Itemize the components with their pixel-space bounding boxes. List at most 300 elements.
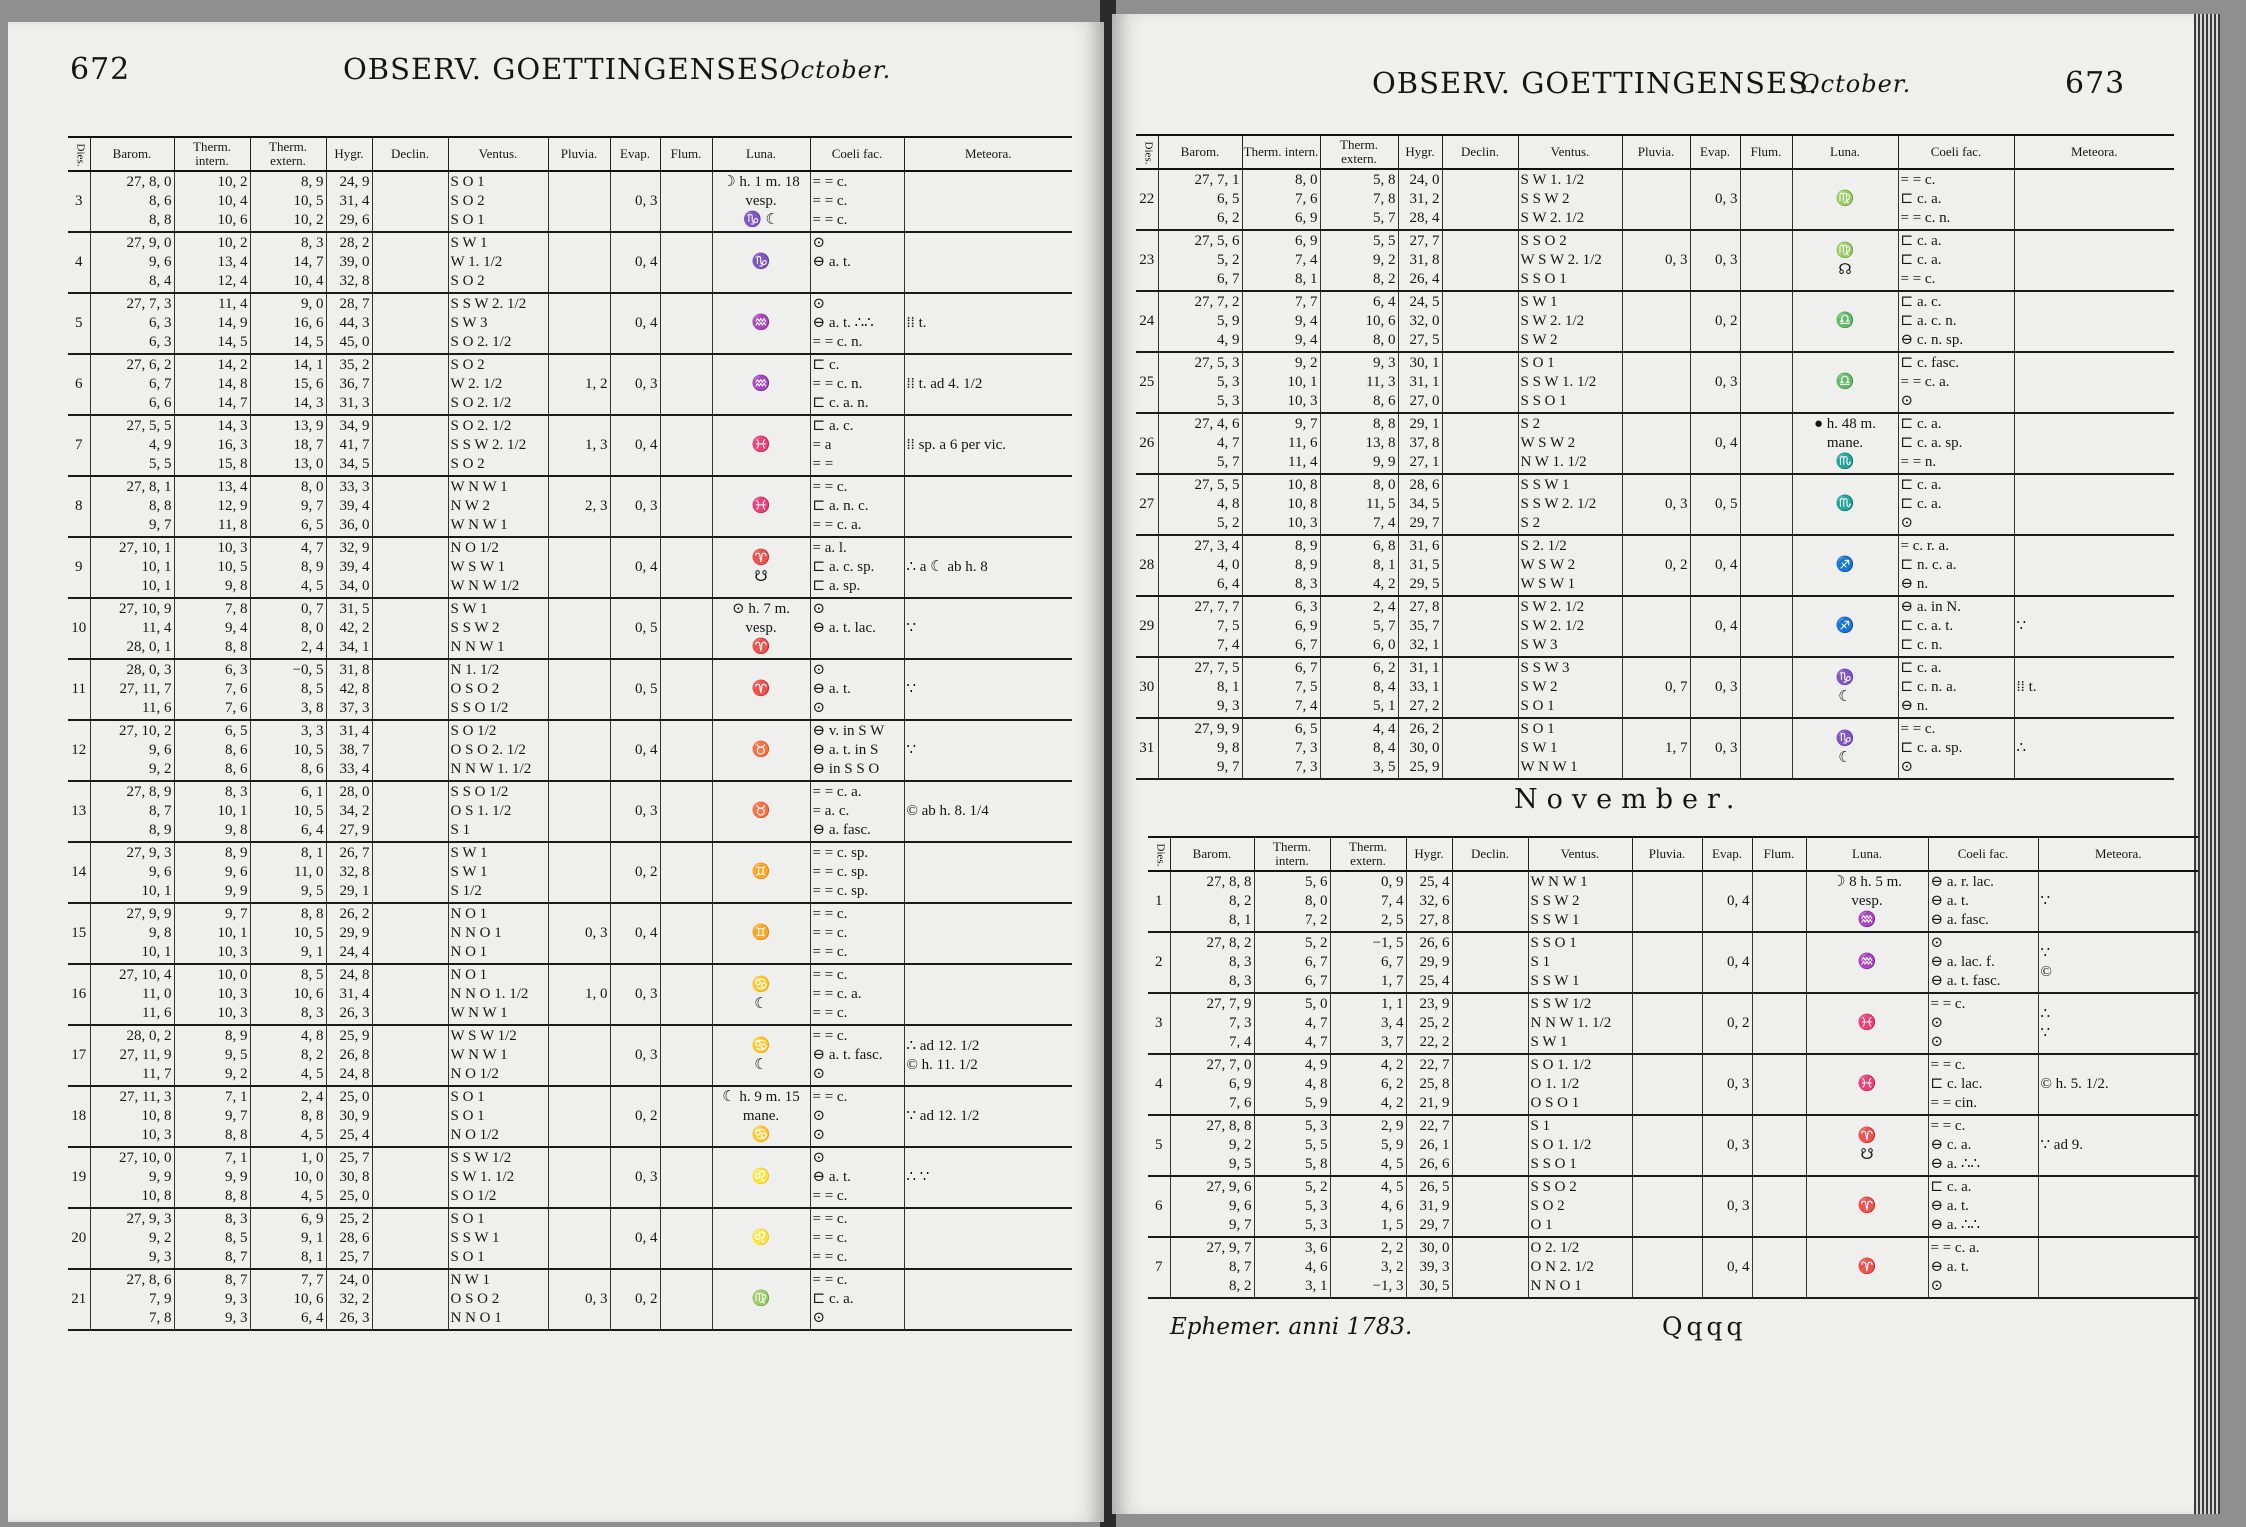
cell-met: ⁞⁞ t.: [2014, 657, 2174, 718]
column-header-evap: Evap.: [610, 137, 660, 171]
cell-barom: 27, 9, 3 9, 6 10, 1: [90, 842, 174, 903]
cell-evap: 0, 5: [610, 659, 660, 720]
cell-declin: [1452, 932, 1528, 993]
table-header: [1136, 135, 2174, 169]
cell-vent: S O 2 W 2. 1/2 S O 2. 1/2: [448, 354, 548, 415]
cell-flum: [1752, 932, 1806, 993]
cell-pluv: [1632, 871, 1702, 932]
cell-luna: ♌: [712, 1208, 810, 1269]
cell-luna: ♍: [1792, 169, 1898, 230]
cell-evap: 0, 3: [1702, 1176, 1752, 1237]
cell-evap: 0, 3: [610, 781, 660, 842]
cell-barom: 27, 5, 6 5, 2 6, 7: [1158, 230, 1242, 291]
table-row: [1136, 718, 2174, 779]
cell-tex: 2, 4 8, 8 4, 5: [250, 1086, 326, 1147]
cell-pluv: [548, 537, 610, 598]
cell-tin: 6, 5 8, 6 8, 6: [174, 720, 250, 781]
cell-vent: S S W 3 S W 2 S O 1: [1518, 657, 1622, 718]
cell-met: ⁞⁞ t.: [904, 293, 1072, 354]
cell-vent: S S O 2 S O 2 O 1: [1528, 1176, 1632, 1237]
table-row: [68, 354, 1072, 415]
cell-hygr: 30, 1 31, 1 27, 0: [1398, 352, 1442, 413]
cell-tin: 8, 7 9, 3 9, 3: [174, 1269, 250, 1330]
cell-pluv: [1632, 1054, 1702, 1115]
cell-luna: ♑: [712, 232, 810, 293]
cell-pluv: [1632, 993, 1702, 1054]
day-number: 7: [1148, 1237, 1170, 1298]
cell-evap: 0, 4: [1702, 871, 1752, 932]
cell-coeli: ⊖ a. in N. ⊏ c. a. t. ⊏ c. n.: [1898, 596, 2014, 657]
column-header-ventus: Ventus.: [448, 137, 548, 171]
table-row: [1136, 352, 2174, 413]
october-table-right: [1136, 134, 2174, 780]
table-row: [68, 1269, 1072, 1330]
cell-luna: ♊: [712, 903, 810, 964]
day-number: 27: [1136, 474, 1158, 535]
day-number: 1: [1148, 871, 1170, 932]
cell-declin: [372, 476, 448, 537]
cell-pluv: [548, 232, 610, 293]
cell-tin: 11, 4 14, 9 14, 5: [174, 293, 250, 354]
cell-vent: W N W 1 S S W 2 S S W 1: [1528, 871, 1632, 932]
november-table: [1148, 836, 2198, 1299]
cell-barom: 27, 10, 4 11, 0 11, 6: [90, 964, 174, 1025]
cell-luna: ♓: [1806, 1054, 1928, 1115]
day-number: 8: [68, 476, 90, 537]
cell-luna: ♎: [1792, 291, 1898, 352]
cell-flum: [660, 354, 712, 415]
cell-met: [904, 232, 1072, 293]
cell-evap: 0, 4: [610, 415, 660, 476]
cell-evap: 0, 4: [1690, 413, 1740, 474]
cell-tex: 1, 1 3, 4 3, 7: [1330, 993, 1406, 1054]
table-row: [68, 781, 1072, 842]
cell-evap: 0, 4: [1702, 1237, 1752, 1298]
cell-luna: ♎: [1792, 352, 1898, 413]
cell-luna: ♓: [712, 415, 810, 476]
cell-luna: ☾ h. 9 m. 15 mane. ♋: [712, 1086, 810, 1147]
cell-barom: 27, 10, 1 10, 1 10, 1: [90, 537, 174, 598]
cell-evap: 0, 3: [1702, 1115, 1752, 1176]
table-row: [68, 232, 1072, 293]
cell-barom: 28, 0, 2 27, 11, 9 11, 7: [90, 1025, 174, 1086]
column-header-luna: Luna.: [1806, 837, 1928, 871]
cell-vent: S 2. 1/2 W S W 2 W S W 1: [1518, 535, 1622, 596]
cell-declin: [372, 171, 448, 232]
cell-luna: ♋ ☾: [712, 964, 810, 1025]
cell-hygr: 28, 2 39, 0 32, 8: [326, 232, 372, 293]
cell-hygr: 26, 2 29, 9 24, 4: [326, 903, 372, 964]
cell-vent: S S O 2 W S W 2. 1/2 S S O 1: [1518, 230, 1622, 291]
cell-pluv: [1632, 1176, 1702, 1237]
cell-barom: 27, 11, 3 10, 8 10, 3: [90, 1086, 174, 1147]
cell-luna: ☽ h. 1 m. 18 vesp. ♑ ☾: [712, 171, 810, 232]
column-header-hygr: Hygr.: [1406, 837, 1452, 871]
cell-declin: [372, 354, 448, 415]
cell-vent: S O 1 S S W 1 S O 1: [448, 1208, 548, 1269]
cell-pluv: [548, 659, 610, 720]
cell-vent: S O 1 S W 1 W N W 1: [1518, 718, 1622, 779]
cell-coeli: = = c. a. ⊖ a. t. ⊙: [1928, 1237, 2038, 1298]
cell-coeli: = c. r. a. ⊏ n. c. a. ⊖ n.: [1898, 535, 2014, 596]
cell-barom: 27, 9, 3 9, 2 9, 3: [90, 1208, 174, 1269]
cell-barom: 27, 8, 2 8, 3 8, 3: [1170, 932, 1254, 993]
cell-luna: ♈: [712, 659, 810, 720]
day-number: 21: [68, 1269, 90, 1330]
cell-tex: 8, 1 11, 0 9, 5: [250, 842, 326, 903]
cell-tex: 2, 9 5, 9 4, 5: [1330, 1115, 1406, 1176]
page-number: 672: [70, 52, 131, 87]
cell-barom: 27, 8, 8 9, 2 9, 5: [1170, 1115, 1254, 1176]
cell-met: ⁞⁞ sp. a 6 per vic.: [904, 415, 1072, 476]
column-header-dies: Dies.: [1148, 837, 1170, 871]
cell-met: © h. 5. 1/2.: [2038, 1054, 2198, 1115]
cell-hygr: 30, 0 39, 3 30, 5: [1406, 1237, 1452, 1298]
cell-pluv: 1, 3: [548, 415, 610, 476]
cell-declin: [372, 293, 448, 354]
cell-hygr: 24, 0 32, 2 26, 3: [326, 1269, 372, 1330]
cell-tin: 8, 9 8, 9 8, 3: [1242, 535, 1320, 596]
left-running-head: [8, 52, 1104, 92]
cell-declin: [1442, 718, 1518, 779]
cell-evap: 0, 3: [610, 1025, 660, 1086]
table-row: [68, 903, 1072, 964]
cell-hygr: 33, 3 39, 4 36, 0: [326, 476, 372, 537]
cell-tin: 8, 3 8, 5 8, 7: [174, 1208, 250, 1269]
table-row: [1148, 1237, 2198, 1298]
cell-met: [2014, 413, 2174, 474]
cell-barom: 27, 9, 7 8, 7 8, 2: [1170, 1237, 1254, 1298]
cell-vent: S O 2. 1/2 S S W 2. 1/2 S O 2: [448, 415, 548, 476]
cell-pluv: [1632, 1237, 1702, 1298]
cell-hygr: 26, 5 31, 9 29, 7: [1406, 1176, 1452, 1237]
cell-declin: [1452, 1054, 1528, 1115]
cell-tex: 9, 0 16, 6 14, 5: [250, 293, 326, 354]
cell-flum: [660, 903, 712, 964]
cell-barom: 27, 9, 9 9, 8 9, 7: [1158, 718, 1242, 779]
cell-pluv: 0, 2: [1622, 535, 1690, 596]
cell-vent: N 1. 1/2 O S O 2 S S O 1/2: [448, 659, 548, 720]
cell-luna: ♓: [712, 476, 810, 537]
cell-declin: [372, 964, 448, 1025]
cell-pluv: [1632, 1115, 1702, 1176]
cell-declin: [1452, 993, 1528, 1054]
column-header-pluvia: Pluvia.: [548, 137, 610, 171]
cell-coeli: ⊙ ⊖ a. t. = = c.: [810, 1147, 904, 1208]
cell-hygr: 32, 9 39, 4 34, 0: [326, 537, 372, 598]
cell-luna: ♒: [1806, 932, 1928, 993]
cell-tex: −1, 5 6, 7 1, 7: [1330, 932, 1406, 993]
day-number: 12: [68, 720, 90, 781]
cell-hygr: 31, 8 42, 8 37, 3: [326, 659, 372, 720]
table-row: [68, 1086, 1072, 1147]
cell-vent: S S W 1 S S W 2. 1/2 S 2: [1518, 474, 1622, 535]
cell-flum: [660, 1086, 712, 1147]
cell-tin: 5, 6 8, 0 7, 2: [1254, 871, 1330, 932]
day-number: 28: [1136, 535, 1158, 596]
cell-coeli: ⊏ c. a. ⊖ a. t. ⊖ a. ∴∴: [1928, 1176, 2038, 1237]
cell-hygr: 31, 4 38, 7 33, 4: [326, 720, 372, 781]
table-row: [68, 1208, 1072, 1269]
cell-flum: [1740, 413, 1792, 474]
day-number: 20: [68, 1208, 90, 1269]
day-number: 14: [68, 842, 90, 903]
cell-flum: [660, 1208, 712, 1269]
column-header-coeli: Coeli fac.: [810, 137, 904, 171]
table-row: [1136, 291, 2174, 352]
cell-vent: N W 1 O S O 2 N N O 1: [448, 1269, 548, 1330]
column-header-flum: Flum.: [660, 137, 712, 171]
cell-flum: [1752, 1176, 1806, 1237]
cell-tex: 2, 4 5, 7 6, 0: [1320, 596, 1398, 657]
cell-vent: N O 1 N N O 1 N O 1: [448, 903, 548, 964]
cell-tex: 8, 9 10, 5 10, 2: [250, 171, 326, 232]
column-header-therm_extern: Therm. extern.: [1320, 135, 1398, 169]
table-row: [68, 415, 1072, 476]
cell-coeli: = = c. = = c. = = c.: [810, 903, 904, 964]
cell-flum: [1740, 291, 1792, 352]
column-header-therm_extern: Therm. extern.: [1330, 837, 1406, 871]
cell-tin: 10, 3 10, 5 9, 8: [174, 537, 250, 598]
cell-met: [904, 171, 1072, 232]
cell-coeli: ⊙ ⊖ a. t. ∴∴ = = c. n.: [810, 293, 904, 354]
cell-tin: 7, 1 9, 7 8, 8: [174, 1086, 250, 1147]
cell-coeli: ⊏ c. a. ⊏ c. a. = = c.: [1898, 230, 2014, 291]
cell-hygr: 26, 2 30, 0 25, 9: [1398, 718, 1442, 779]
table-header: [68, 137, 1072, 171]
day-number: 25: [1136, 352, 1158, 413]
cell-declin: [372, 1025, 448, 1086]
cell-met: ∴ ∵: [904, 1147, 1072, 1208]
cell-tex: 8, 0 9, 7 6, 5: [250, 476, 326, 537]
cell-met: [2014, 230, 2174, 291]
cell-tex: 4, 7 8, 9 4, 5: [250, 537, 326, 598]
cell-vent: S W 1 S W 1 S 1/2: [448, 842, 548, 903]
cell-met: ∴ ad 12. 1/2 © h. 11. 1/2: [904, 1025, 1072, 1086]
cell-tin: 10, 2 13, 4 12, 4: [174, 232, 250, 293]
cell-declin: [372, 659, 448, 720]
cell-coeli: = = c. ⊖ c. a. ⊖ a. ∴∴: [1928, 1115, 2038, 1176]
cell-flum: [660, 232, 712, 293]
left-page: [8, 22, 1104, 1522]
cell-tin: 8, 0 7, 6 6, 9: [1242, 169, 1320, 230]
day-number: 3: [68, 171, 90, 232]
cell-pluv: [548, 1086, 610, 1147]
day-number: 19: [68, 1147, 90, 1208]
cell-tin: 5, 2 6, 7 6, 7: [1254, 932, 1330, 993]
cell-tex: 8, 8 13, 8 9, 9: [1320, 413, 1398, 474]
cell-flum: [660, 659, 712, 720]
table-row: [68, 598, 1072, 659]
cell-coeli: ⊏ c. a. ⊏ c. n. a. ⊖ n.: [1898, 657, 2014, 718]
column-header-therm_intern: Therm. intern.: [174, 137, 250, 171]
cell-met: [904, 964, 1072, 1025]
column-header-coeli: Coeli fac.: [1898, 135, 2014, 169]
cell-tin: 4, 9 4, 8 5, 9: [1254, 1054, 1330, 1115]
cell-tin: 8, 9 9, 5 9, 2: [174, 1025, 250, 1086]
cell-pluv: [548, 1208, 610, 1269]
day-number: 7: [68, 415, 90, 476]
cell-barom: 27, 7, 9 7, 3 7, 4: [1170, 993, 1254, 1054]
cell-pluv: [1622, 169, 1690, 230]
table-row: [68, 476, 1072, 537]
cell-coeli: ⊏ c. = = c. n. ⊏ c. a. n.: [810, 354, 904, 415]
day-number: 30: [1136, 657, 1158, 718]
cell-luna: ♊: [712, 842, 810, 903]
cell-luna: ♈: [1806, 1237, 1928, 1298]
table-row: [68, 293, 1072, 354]
cell-tin: 8, 9 9, 6 9, 9: [174, 842, 250, 903]
cell-met: [904, 1208, 1072, 1269]
day-number: 16: [68, 964, 90, 1025]
cell-coeli: ⊏ c. a. ⊏ c. a. sp. = = n.: [1898, 413, 2014, 474]
cell-coeli: ⊙ ⊖ a. t. ⊙: [810, 659, 904, 720]
column-header-evap: Evap.: [1702, 837, 1752, 871]
cell-evap: 0, 2: [610, 1086, 660, 1147]
cell-tex: 7, 7 10, 6 6, 4: [250, 1269, 326, 1330]
column-header-meteora: Meteora.: [2014, 135, 2174, 169]
cell-declin: [1442, 535, 1518, 596]
cell-tin: 5, 2 5, 3 5, 3: [1254, 1176, 1330, 1237]
cell-coeli: ⊏ a. c. = a = =: [810, 415, 904, 476]
cell-declin: [1442, 291, 1518, 352]
cell-hygr: 25, 4 32, 6 27, 8: [1406, 871, 1452, 932]
running-month: October.: [1800, 70, 1912, 98]
column-header-hygr: Hygr.: [1398, 135, 1442, 169]
day-number: 11: [68, 659, 90, 720]
cell-hygr: 26, 7 32, 8 29, 1: [326, 842, 372, 903]
column-header-dies: Dies.: [68, 137, 90, 171]
table-header: [1148, 837, 2198, 871]
column-header-ventus: Ventus.: [1518, 135, 1622, 169]
cell-pluv: 0, 3: [1622, 230, 1690, 291]
cell-evap: 0, 2: [1702, 993, 1752, 1054]
cell-tex: 8, 3 14, 7 10, 4: [250, 232, 326, 293]
cell-coeli: ⊖ a. r. lac. ⊖ a. t. ⊖ a. fasc.: [1928, 871, 2038, 932]
day-number: 31: [1136, 718, 1158, 779]
cell-coeli: = = c. = = c. a. = = c.: [810, 964, 904, 1025]
cell-pluv: 0, 3: [548, 903, 610, 964]
cell-tex: 4, 2 6, 2 4, 2: [1330, 1054, 1406, 1115]
cell-declin: [1452, 1176, 1528, 1237]
cell-coeli: ⊖ v. in S W ⊖ a. t. in S ⊖ in S S O: [810, 720, 904, 781]
cell-barom: 27, 7, 5 8, 1 9, 3: [1158, 657, 1242, 718]
cell-hygr: 24, 0 31, 2 28, 4: [1398, 169, 1442, 230]
day-number: 23: [1136, 230, 1158, 291]
cell-met: [904, 903, 1072, 964]
cell-met: [2014, 474, 2174, 535]
cell-declin: [1442, 596, 1518, 657]
cell-tex: 8, 5 10, 6 8, 3: [250, 964, 326, 1025]
cell-hygr: 25, 2 28, 6 25, 7: [326, 1208, 372, 1269]
cell-luna: ♉: [712, 781, 810, 842]
cell-evap: 0, 3: [610, 964, 660, 1025]
cell-coeli: ⊏ c. fasc. = = c. a. ⊙: [1898, 352, 2014, 413]
cell-luna: ♈ ☋: [1806, 1115, 1928, 1176]
day-number: 2: [1148, 932, 1170, 993]
cell-flum: [660, 415, 712, 476]
column-header-declin: Declin.: [372, 137, 448, 171]
cell-hygr: 26, 6 29, 9 25, 4: [1406, 932, 1452, 993]
cell-vent: S O 1/2 O S O 2. 1/2 N N W 1. 1/2: [448, 720, 548, 781]
cell-met: ∵: [904, 720, 1072, 781]
cell-declin: [372, 1269, 448, 1330]
day-number: 4: [1148, 1054, 1170, 1115]
table-body: [1148, 871, 2198, 1298]
cell-barom: 27, 7, 0 6, 9 7, 6: [1170, 1054, 1254, 1115]
running-title: OBSERV. GOETTINGENSES.: [1372, 66, 1819, 100]
cell-met: [2014, 291, 2174, 352]
cell-flum: [660, 842, 712, 903]
table-row: [68, 842, 1072, 903]
cell-evap: 0, 3: [1702, 1054, 1752, 1115]
cell-hygr: 28, 0 34, 2 27, 9: [326, 781, 372, 842]
column-header-therm_extern: Therm. extern.: [250, 137, 326, 171]
table-row: [68, 1147, 1072, 1208]
cell-hygr: 22, 7 26, 1 26, 6: [1406, 1115, 1452, 1176]
cell-hygr: 22, 7 25, 8 21, 9: [1406, 1054, 1452, 1115]
cell-hygr: 24, 8 31, 4 26, 3: [326, 964, 372, 1025]
cell-tex: 6, 8 8, 1 4, 2: [1320, 535, 1398, 596]
cell-luna: ♈ ☋: [712, 537, 810, 598]
cell-tex: 14, 1 15, 6 14, 3: [250, 354, 326, 415]
cell-luna: ♍ ☊: [1792, 230, 1898, 291]
cell-pluv: [1632, 932, 1702, 993]
cell-coeli: ⊙ ⊖ a. lac. f. ⊖ a. t. fasc.: [1928, 932, 2038, 993]
cell-barom: 27, 8, 1 8, 8 9, 7: [90, 476, 174, 537]
column-header-barom: Barom.: [1170, 837, 1254, 871]
cell-declin: [1442, 169, 1518, 230]
cell-vent: S S O 1 S 1 S S W 1: [1528, 932, 1632, 993]
table-row: [1136, 230, 2174, 291]
day-number: 6: [68, 354, 90, 415]
cell-met: ∵: [904, 598, 1072, 659]
cell-flum: [660, 1147, 712, 1208]
cell-evap: 0, 4: [610, 1208, 660, 1269]
cell-evap: 0, 4: [1690, 596, 1740, 657]
cell-met: ∵ ad 12. 1/2: [904, 1086, 1072, 1147]
cell-coeli: = = c. ⊙ ⊙: [1928, 993, 2038, 1054]
cell-coeli: = a. l. ⊏ a. c. sp. ⊏ a. sp.: [810, 537, 904, 598]
cell-luna: ♐: [1792, 535, 1898, 596]
cell-coeli: = = c. ⊏ c. lac. = = cin.: [1928, 1054, 2038, 1115]
column-header-luna: Luna.: [712, 137, 810, 171]
cell-flum: [660, 537, 712, 598]
cell-pluv: 0, 3: [1622, 474, 1690, 535]
day-number: 24: [1136, 291, 1158, 352]
cell-declin: [372, 1086, 448, 1147]
cell-hygr: 34, 9 41, 7 34, 5: [326, 415, 372, 476]
cell-vent: S S W 1/2 S W 1. 1/2 S O 1/2: [448, 1147, 548, 1208]
cell-met: [2014, 169, 2174, 230]
cell-tin: 13, 4 12, 9 11, 8: [174, 476, 250, 537]
cell-barom: 27, 7, 3 6, 3 6, 3: [90, 293, 174, 354]
cell-flum: [660, 171, 712, 232]
cell-pluv: 0, 7: [1622, 657, 1690, 718]
cell-tex: 4, 8 8, 2 4, 5: [250, 1025, 326, 1086]
cell-vent: S S W 2. 1/2 S W 3 S O 2. 1/2: [448, 293, 548, 354]
cell-met: ∴ a ☾ ab h. 8: [904, 537, 1072, 598]
cell-evap: 0, 3: [610, 171, 660, 232]
cell-hygr: 27, 7 31, 8 26, 4: [1398, 230, 1442, 291]
cell-hygr: 23, 9 25, 2 22, 2: [1406, 993, 1452, 1054]
cell-tex: 6, 2 8, 4 5, 1: [1320, 657, 1398, 718]
cell-flum: [1752, 993, 1806, 1054]
cell-declin: [372, 781, 448, 842]
cell-tex: 0, 9 7, 4 2, 5: [1330, 871, 1406, 932]
cell-met: [2038, 1176, 2198, 1237]
cell-tex: 8, 0 11, 5 7, 4: [1320, 474, 1398, 535]
